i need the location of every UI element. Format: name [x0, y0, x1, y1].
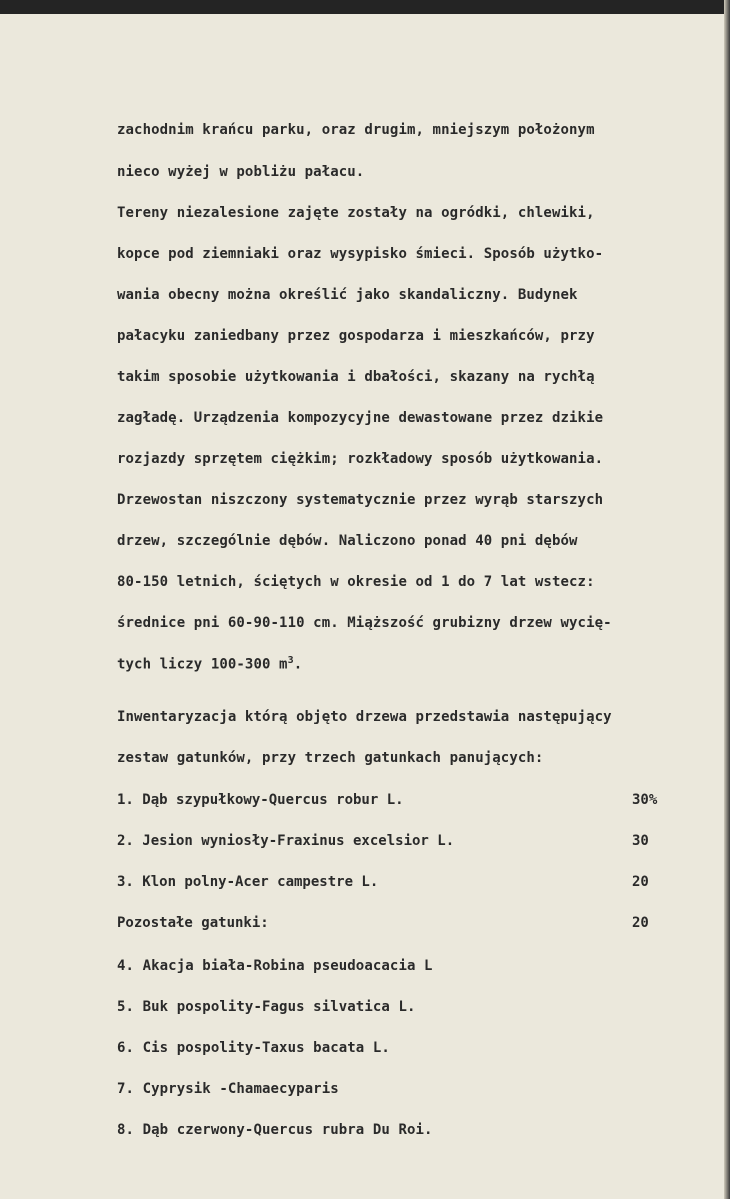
text-line: Inwentaryzacja którą objęto drzewa przedstawia następujący [117, 709, 612, 725]
species-item: 7. Cyprysik -Chamaecyparis [117, 1081, 339, 1097]
species-name: 3. Klon polny-Acer campestre L. [117, 874, 379, 890]
text-line: Drzewostan niszczony systematycznie przez wyrąb starszych [117, 492, 604, 508]
scan-top-edge [0, 0, 730, 14]
scan-right-edge [724, 0, 730, 1199]
text-line: zestaw gatunków, przy trzech gatunkach panujących: [117, 750, 544, 766]
species-percent: 30% [632, 792, 658, 808]
species-name: Pozostałe gatunki: [117, 915, 269, 931]
species-item: 6. Cis pospolity-Taxus bacata L. [117, 1040, 390, 1056]
text-line: drzew, szczególnie dębów. Naliczono ponad 40 pni dębów [117, 533, 578, 549]
species-item: 8. Dąb czerwony-Quercus rubra Du Roi. [117, 1122, 433, 1138]
species-name: 1. Dąb szypułkowy-Quercus robur L. [117, 792, 404, 808]
text-line-volume [117, 655, 302, 673]
species-percent: 20 [632, 915, 649, 931]
text-line: kopce pod ziemniaki oraz wysypisko śmieci. Sposób użytko- [117, 246, 604, 262]
text-line: Tereny niezalesione zajęte zostały na ogródki, chlewiki, [117, 205, 595, 221]
text-line: 80-150 letnich, ściętych w okresie od 1 do 7 lat wstecz: [117, 574, 595, 590]
text-line: nieco wyżej w pobliżu pałacu. [117, 164, 365, 180]
species-item: 4. Akacja biała-Robina pseudoacacia L [117, 958, 433, 974]
species-percent: 30 [632, 833, 649, 849]
species-name: 2. Jesion wyniosły-Fraxinus excelsior L. [117, 833, 455, 849]
species-percent: 20 [632, 874, 649, 890]
text-line: wania obecny można określić jako skandaliczny. Budynek [117, 287, 578, 303]
text-line: zachodnim krańcu parku, oraz drugim, mniejszym położonym [117, 122, 595, 138]
text-line: takim sposobie użytkowania i dbałości, skazany na rychłą [117, 369, 595, 385]
text-line: zagładę. Urządzenia kompozycyjne dewastowane przez dzikie [117, 410, 604, 426]
volume-text: tych liczy 100-300 m [117, 656, 288, 673]
cubic-superscript: 3 [287, 655, 294, 666]
volume-end: . [293, 656, 303, 673]
text-line: rozjazdy sprzętem ciężkim; rozkładowy sposób użytkowania. [117, 451, 604, 467]
species-item: 5. Buk pospolity-Fagus silvatica L. [117, 999, 416, 1015]
text-line: pałacyku zaniedbany przez gospodarza i mieszkańców, przy [117, 328, 595, 344]
text-line: średnice pni 60-90-110 cm. Miąższość grubizny drzew wycię- [117, 615, 612, 631]
